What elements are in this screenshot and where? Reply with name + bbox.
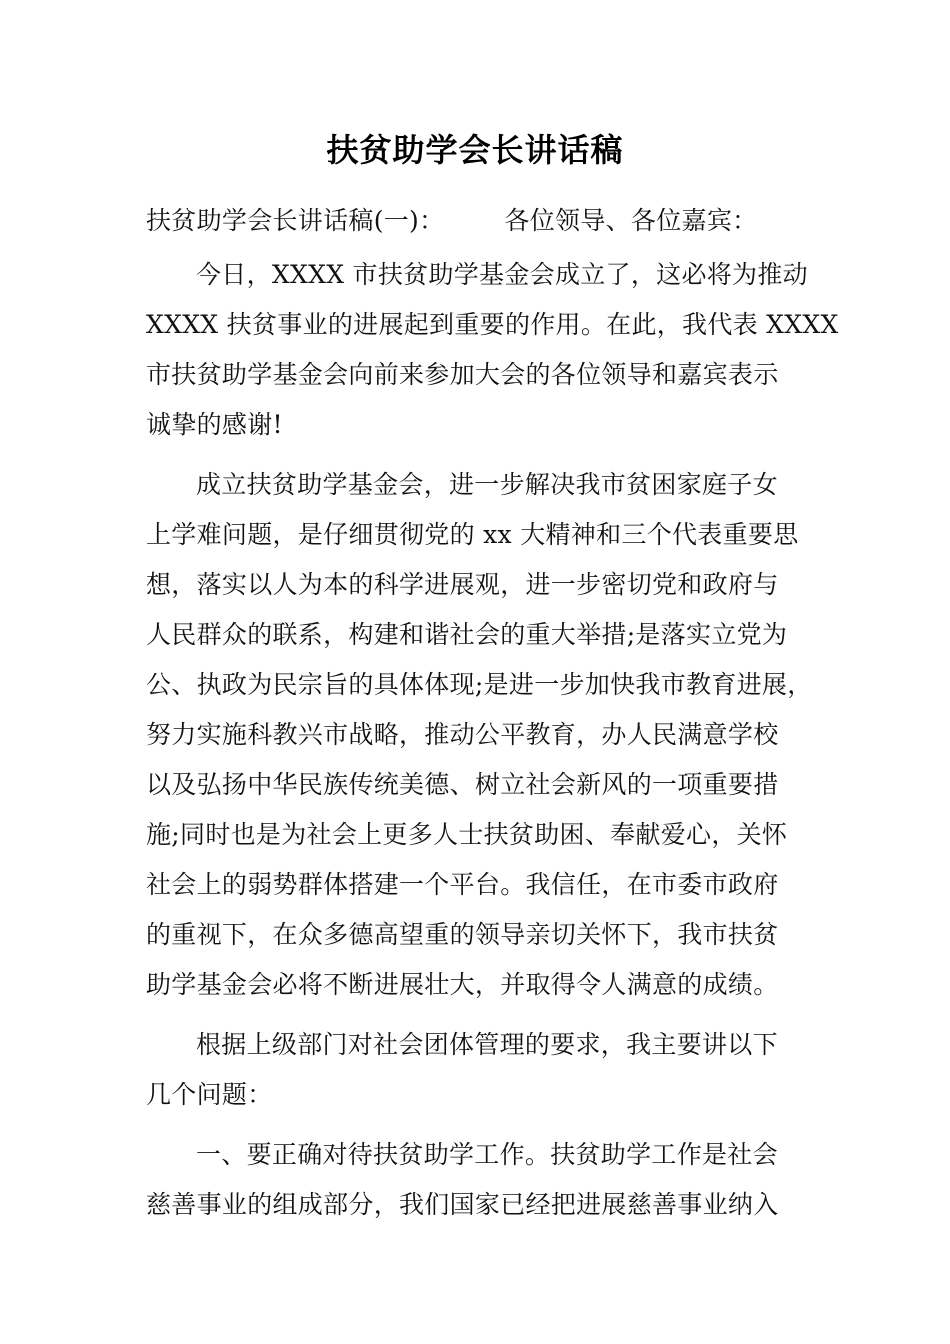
paragraph-line: 市扶贫助学基金会向前来参加大会的各位领导和嘉宾表示 xyxy=(146,360,779,389)
paragraph-line: 成立扶贫助学基金会，进一步解决我市贫困家庭子女 xyxy=(196,470,778,499)
intro-line xyxy=(146,196,816,246)
paragraph-line: 社会上的弱势群体搭建一个平台。我信任，在市委市政府 xyxy=(146,870,779,899)
paragraph-line: 助学基金会必将不断进展壮大，并取得令人满意的成绩。 xyxy=(146,970,779,999)
paragraph-line: 诚挚的感谢! xyxy=(146,410,283,439)
document-body xyxy=(146,196,839,1230)
paragraph-line: 公、执政为民宗旨的具体体现;是进一步加快我市教育进展， xyxy=(146,670,813,699)
paragraph-line: 的重视下，在众多德高望重的领导亲切关怀下，我市扶贫 xyxy=(146,920,779,949)
paragraph-line: 今日，XXXX 市扶贫助学基金会成立了，这必将为推动 xyxy=(196,260,808,289)
paragraph-line: 施;同时也是为社会上更多人士扶贫助困、奉献爱心，关怀 xyxy=(146,820,788,849)
document-title: 扶贫助学会长讲话稿 xyxy=(326,131,624,169)
paragraph-line: XXXX 扶贫事业的进展起到重要的作用。在此，我代表 XXXX xyxy=(146,310,839,339)
paragraph-line: 上学难问题，是仔细贯彻党的 xx 大精神和三个代表重要思 xyxy=(146,520,799,549)
paragraph-line: 人民群众的联系，构建和谐社会的重大举措;是落实立党为 xyxy=(146,620,788,649)
speech-label: 扶贫助学会长讲话稿(一)： xyxy=(146,206,445,235)
paragraph-line: 想，落实以人为本的科学进展观，进一步密切党和政府与 xyxy=(146,570,779,599)
paragraph-line: 努力实施科教兴市战略，推动公平教育，办人民满意学校 xyxy=(146,720,779,749)
paragraph-line: 几个问题： xyxy=(146,1080,273,1109)
salutation: 各位领导、各位嘉宾： xyxy=(504,206,758,235)
paragraph-line: 以及弘扬中华民族传统美德、树立社会新风的一项重要措 xyxy=(146,770,779,799)
paragraph-line: 慈善事业的组成部分，我们国家已经把进展慈善事业纳入 xyxy=(146,1190,779,1219)
paragraph-line: 一、要正确对待扶贫助学工作。扶贫助学工作是社会 xyxy=(196,1140,778,1169)
paragraph-line: 根据上级部门对社会团体管理的要求，我主要讲以下 xyxy=(196,1030,778,1059)
